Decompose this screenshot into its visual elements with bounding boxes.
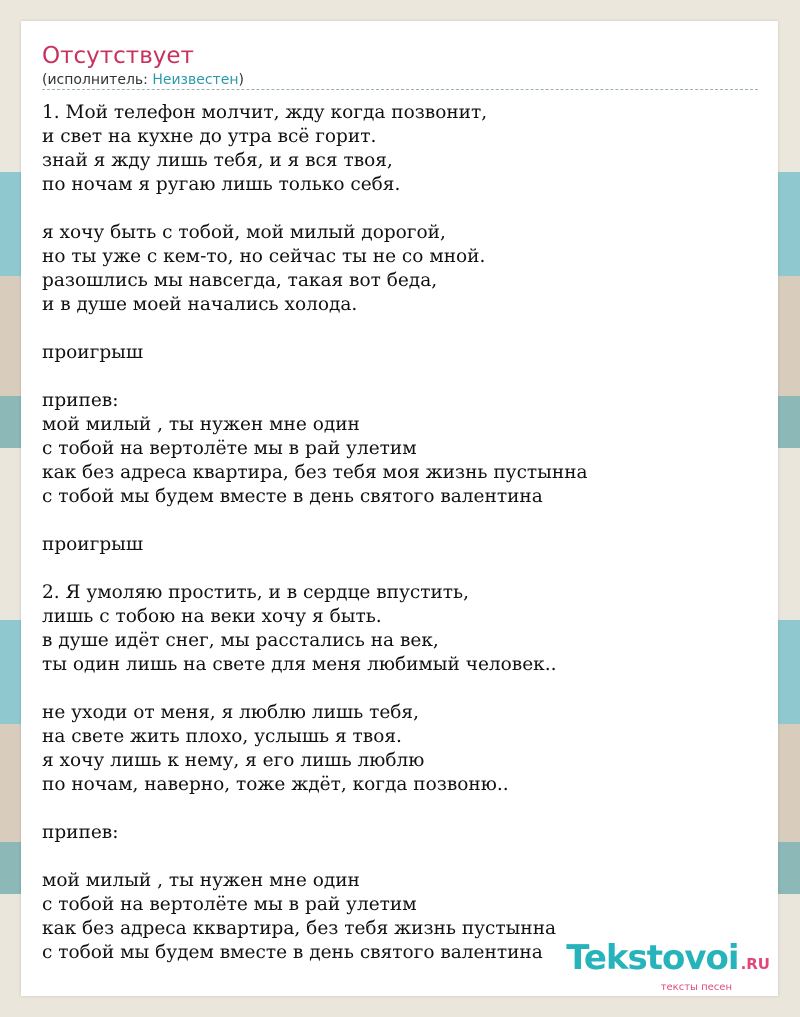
lyric-line: и свет на кухне до утра всё горит.	[42, 126, 377, 147]
lyric-line: не уходи от меня, я люблю лишь тебя,	[42, 702, 419, 723]
lyric-line: я хочу быть с тобой, мой милый дорогой,	[42, 222, 446, 243]
lyric-line: как без адреса кквартира, без тебя жизнь пустынна	[42, 918, 557, 939]
lyric-line	[42, 677, 762, 701]
lyric-line: припев:	[42, 822, 119, 843]
lyric-line: ты один лишь на свете для меня любимый человек..	[42, 654, 557, 675]
lyric-line	[42, 197, 762, 221]
lyrics-text	[42, 101, 762, 965]
artist-suffix: )	[238, 72, 244, 88]
logo-tld: .RU	[740, 955, 770, 973]
lyric-line: проигрыш	[42, 342, 144, 363]
lyric-line	[42, 557, 762, 581]
lyric-line: мой милый , ты нужен мне один	[42, 414, 360, 435]
lyric-line: по ночам, наверно, тоже ждёт, когда позвоню..	[42, 774, 509, 795]
lyric-line: по ночам я ругаю лишь только себя.	[42, 174, 401, 195]
song-title: Отсутствует	[42, 43, 194, 69]
lyric-line: разошлись мы навсегда, такая вот беда,	[42, 270, 438, 291]
lyric-line	[42, 365, 762, 389]
logo-name: Tekstovoi	[566, 938, 739, 978]
site-logo[interactable]	[566, 940, 770, 994]
lyric-line: в душе идёт снег, мы расстались на век,	[42, 630, 439, 651]
lyric-line: проигрыш	[42, 534, 144, 555]
title-divider	[42, 89, 758, 90]
lyric-line: с тобой на вертолёте мы в рай улетим	[42, 894, 417, 915]
lyric-line: и в душе моей начались холода.	[42, 294, 358, 315]
lyric-line	[42, 317, 762, 341]
lyric-line: с тобой мы будем вместе в день святого валентина	[42, 942, 543, 963]
lyric-line: припев:	[42, 390, 119, 411]
lyric-line: 2. Я умоляю простить, и в сердце впустить,	[42, 582, 469, 603]
lyric-line: 1. Мой телефон молчит, жду когда позвонит,	[42, 102, 488, 123]
lyric-line: лишь с тобою на веки хочу я быть.	[42, 606, 382, 627]
lyric-line: но ты уже с кем-то, но сейчас ты не со мной.	[42, 246, 486, 267]
artist-link[interactable]: Неизвестен	[152, 72, 239, 88]
lyric-line: на свете жить плохо, услышь я твоя.	[42, 726, 402, 747]
logo-tagline: тексты песен	[660, 982, 732, 993]
lyric-line	[42, 845, 762, 869]
lyric-line: я хочу лишь к нему, я его лишь люблю	[42, 750, 425, 771]
lyric-line: с тобой на вертолёте мы в рай улетим	[42, 438, 417, 459]
artist-prefix: (исполнитель:	[42, 72, 153, 88]
lyric-line: мой милый , ты нужен мне один	[42, 870, 360, 891]
lyric-line	[42, 797, 762, 821]
lyrics-card	[21, 21, 778, 996]
artist-line	[42, 71, 244, 89]
logo-wordmark	[566, 940, 770, 982]
lyric-line: с тобой мы будем вместе в день святого валентина	[42, 486, 543, 507]
lyric-line	[42, 509, 762, 533]
lyric-line: как без адреса квартира, без тебя моя жизнь пустынна	[42, 462, 588, 483]
lyric-line: знай я жду лишь тебя, и я вся твоя,	[42, 150, 393, 171]
